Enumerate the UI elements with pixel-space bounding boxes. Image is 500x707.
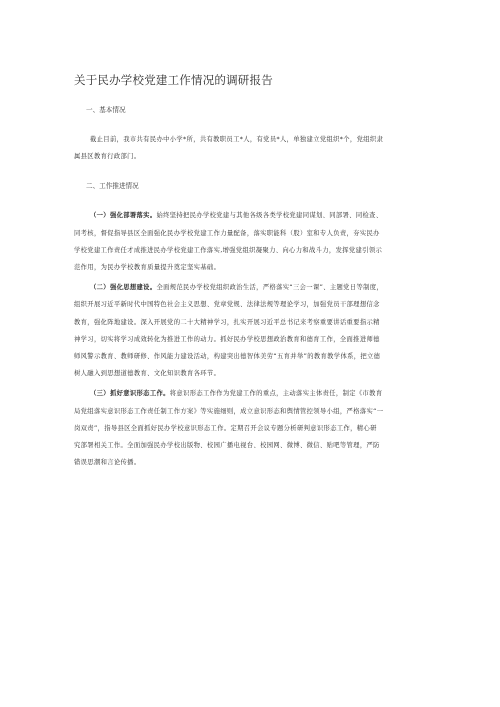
text-line: 组织开展习近平新时代中国特色社会主义思想、党章党规、法律法规等理论学习，加强党员干部理想信念 [74,301,380,309]
text-run: 始终坚持把民办学校党建与其他各级各类学校党建同谋划、同部署、同检查、 [156,212,383,220]
text-line: 同考核，督促指导县区全面强化民办学校党建工作力量配备，落实职能科（股）室和专人负责，夯实民办 [74,229,380,237]
text-line: 截止目前，我市共有民办中小学*所，共有教职员工*人，有党员*人，单独建立党组织*个，党组织隶 [90,136,384,143]
text-line: 属县区教育行政部门。 [74,153,141,161]
text-line: 树人融入到思想道德教育、文化知识教育各环节。 [74,370,221,378]
section-heading-basic: 一、基本情况 [86,106,126,114]
paragraph-deployment [74,207,430,276]
paragraph-lead: （二）强化思想建设。 [90,284,157,292]
text-line: 错误思潮和言论传播。 [74,459,141,467]
text-line: 师风警示教育、教师研修、作风能力建设活动，构建突出德智体美劳“五育并举”的教育教学体系，把立德 [74,353,381,361]
text-line: 范作用，为民办学校教育质量提升奠定坚实基础。 [74,264,221,272]
paragraph-basic-info [74,131,430,165]
text-line [74,385,430,402]
paragraph-ideology [74,279,430,382]
text-run: 全面规范民办学校党组织政治生活，严格落实“三会一课”、主题党日等制度， [156,284,384,292]
text-line: 究部署相关工作。全面加强民办学校出版物、校园广播电视台、校园网、微博、微信、贴吧等管理，严防 [74,442,380,450]
text-line [74,207,430,224]
text-line [74,279,430,296]
paragraph-lead: （三）抓好意识形态工作。 [90,390,170,398]
paragraph-ideology-work [74,385,430,471]
text-run: 将意识形态工作作为党建工作的重点，主动落实主体责任，制定《市教育 [169,390,383,398]
paragraph-lead: （一）强化部署落实。 [90,212,157,220]
text-line: 局党组落实意识形态工作责任制工作方案》等实施细则，成立意识形态和舆情管控领导小组，严格落实“一 [74,407,384,415]
document-title: 关于民办学校党建工作情况的调研报告 [74,73,273,87]
text-line: 教育，强化阵地建设。深入开展党的二十大精神学习，扎实开展习近平总书记来考察重要讲话重要指示精 [74,318,380,326]
document-page [74,72,430,474]
text-line: 学校党建工作责任才成推进民办学校党建工作落实,增强党组织凝聚力、向心力和战斗力，发挥党建引领示 [74,246,383,254]
text-line: 岗双责”，指导县区全面抓好民办学校意识形态工作。定期召开会议专题分析研判意识形态工作，精心研 [74,424,377,432]
text-line: 神学习，切实将学习成效转化为推进工作的动力。抓好民办学校思想政治教育和德育工作，全面推进师德 [74,335,380,343]
section-heading-progress: 二、工作推进情况 [86,182,139,191]
